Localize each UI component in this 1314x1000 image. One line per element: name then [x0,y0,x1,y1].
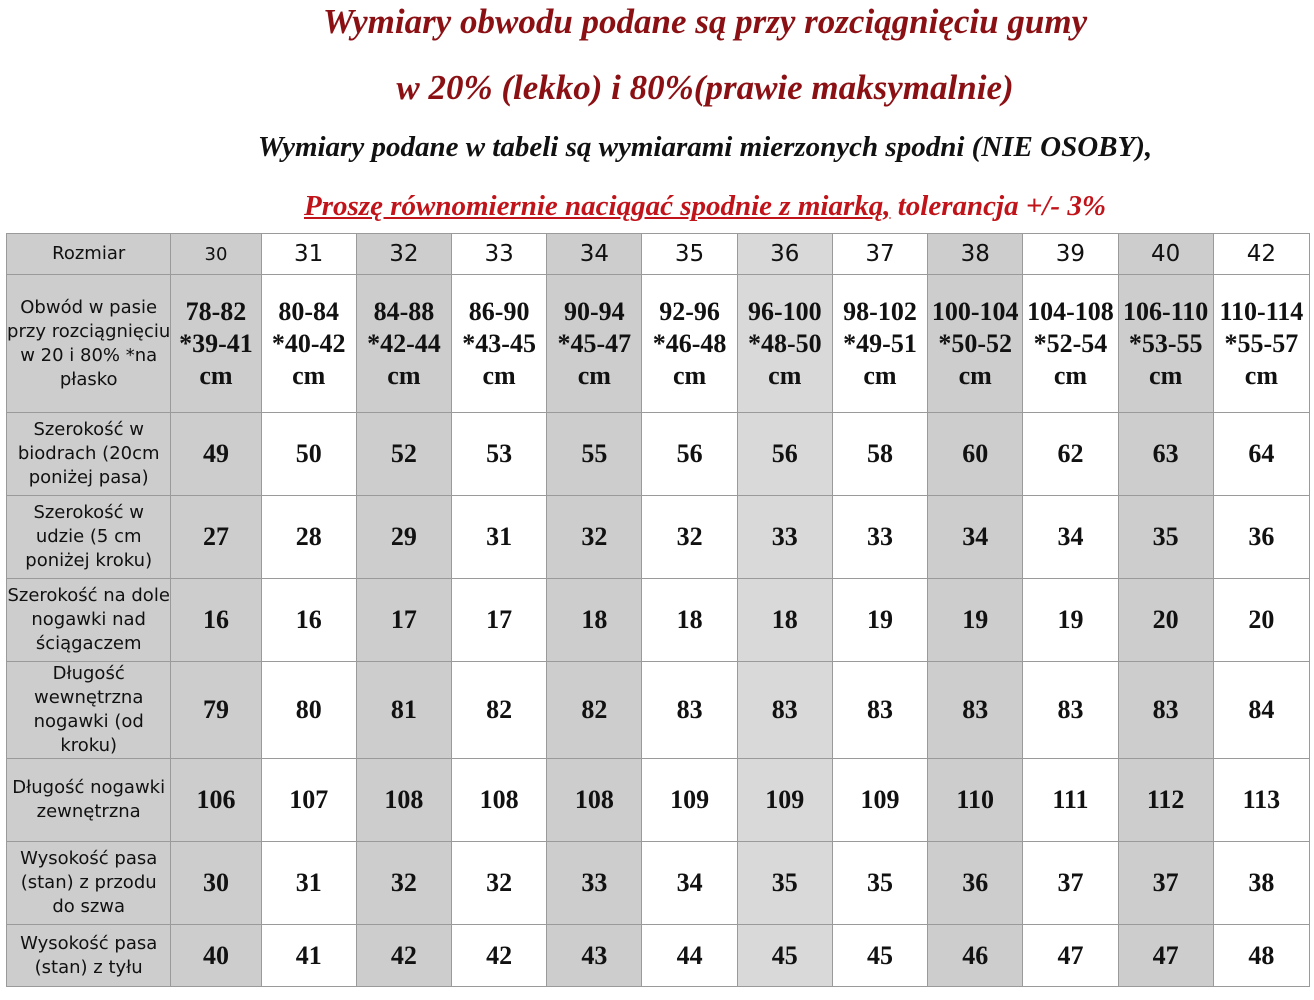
value-cell: 109 [642,759,737,842]
value-cell: 43 [547,925,642,987]
value-cell: 18 [547,579,642,662]
value-cell: 80-84 *40-42 cm [261,275,356,413]
value-cell: 36 [1213,496,1309,579]
value-cell: 82 [452,662,547,759]
value-cell: 35 [737,842,832,925]
value-cell: 45 [737,925,832,987]
value-cell: 84 [1213,662,1309,759]
value-cell: 18 [737,579,832,662]
value-cell: 53 [452,413,547,496]
row-label-cell: Wysokość pasa (stan) z tyłu [7,925,171,987]
value-cell: 58 [832,413,927,496]
value-cell: 28 [261,496,356,579]
size-header-cell: 31 [261,234,356,275]
title-line-3: Wymiary podane w tabeli są wymiarami mierzonych spodni (NIE OSOBY), [257,131,1153,163]
value-cell: 20 [1118,579,1213,662]
value-cell: 17 [452,579,547,662]
value-cell: 56 [737,413,832,496]
value-cell: 109 [832,759,927,842]
value-cell: 45 [832,925,927,987]
table-row [7,275,1310,413]
value-cell: 49 [171,413,261,496]
table-row [7,662,1310,759]
value-cell: 81 [356,662,451,759]
value-cell: 62 [1023,413,1118,496]
value-cell: 109 [737,759,832,842]
value-cell: 108 [547,759,642,842]
value-cell: 30 [171,842,261,925]
value-cell: 90-94 *45-47 cm [547,275,642,413]
title-line-1: Wymiary obwodu podane są przy rozciągnięciu gumy [322,2,1088,41]
size-chart-table [6,233,1310,987]
value-cell: 31 [261,842,356,925]
value-cell: 35 [1118,496,1213,579]
value-cell: 83 [1118,662,1213,759]
table-row [7,496,1310,579]
size-header-cell: 37 [832,234,927,275]
row-label-cell: Długość nogawki zewnętrzna [7,759,171,842]
value-cell: 33 [737,496,832,579]
value-cell: 33 [832,496,927,579]
value-cell: 29 [356,496,451,579]
title-line-2: w 20% (lekko) i 80%(prawie maksymalnie) [396,68,1014,107]
value-cell: 16 [171,579,261,662]
value-cell: 33 [547,842,642,925]
value-cell: 92-96 *46-48 cm [642,275,737,413]
size-header-cell: 34 [547,234,642,275]
value-cell: 37 [1023,842,1118,925]
value-cell: 112 [1118,759,1213,842]
value-cell: 47 [1118,925,1213,987]
value-cell: 42 [356,925,451,987]
row-label-cell: Obwód w pasie przy rozciągnięciu w 20 i 80% *na płasko [7,275,171,413]
table-row [7,925,1310,987]
value-cell: 63 [1118,413,1213,496]
row-label-cell: Wysokość pasa (stan) z przodu do szwa [7,842,171,925]
table-row [7,842,1310,925]
value-cell: 36 [928,842,1023,925]
value-cell: 27 [171,496,261,579]
value-cell: 82 [547,662,642,759]
value-cell: 32 [642,496,737,579]
value-cell: 83 [642,662,737,759]
value-cell: 86-90 *43-45 cm [452,275,547,413]
value-cell: 96-100 *48-50 cm [737,275,832,413]
value-cell: 19 [928,579,1023,662]
table-row [7,759,1310,842]
value-cell: 44 [642,925,737,987]
value-cell: 55 [547,413,642,496]
value-cell: 41 [261,925,356,987]
value-cell: 56 [642,413,737,496]
row-label-cell: Szerokość na dole nogawki nad ściągaczem [7,579,171,662]
row-label-cell: Szerokość w biodrach (20cm poniżej pasa) [7,413,171,496]
row-label-cell: Długość wewnętrzna nogawki (od kroku) [7,662,171,759]
size-header-cell: 35 [642,234,737,275]
value-cell: 18 [642,579,737,662]
size-header-cell: 39 [1023,234,1118,275]
value-cell: 35 [832,842,927,925]
value-cell: 100-104 *50-52 cm [928,275,1023,413]
value-cell: 104-108 *52-54 cm [1023,275,1118,413]
value-cell: 113 [1213,759,1309,842]
size-header-cell: 33 [452,234,547,275]
table-row [7,413,1310,496]
value-cell: 47 [1023,925,1118,987]
value-cell: 84-88 *42-44 cm [356,275,451,413]
value-cell: 50 [261,413,356,496]
value-cell: 19 [1023,579,1118,662]
value-cell: 19 [832,579,927,662]
value-cell: 38 [1213,842,1309,925]
value-cell: 98-102 *49-51 cm [832,275,927,413]
value-cell: 78-82 *39-41 cm [171,275,261,413]
value-cell: 110 [928,759,1023,842]
value-cell: 31 [452,496,547,579]
value-cell: 32 [452,842,547,925]
value-cell: 16 [261,579,356,662]
value-cell: 42 [452,925,547,987]
size-header-cell: 30 [171,234,261,275]
value-cell: 106-110 *53-55 cm [1118,275,1213,413]
value-cell: 64 [1213,413,1309,496]
value-cell: 34 [1023,496,1118,579]
value-cell: 40 [171,925,261,987]
table-row [7,579,1310,662]
size-header-cell: 38 [928,234,1023,275]
size-header-cell: 32 [356,234,451,275]
value-cell: 60 [928,413,1023,496]
value-cell: 83 [737,662,832,759]
value-cell: 32 [356,842,451,925]
value-cell: 20 [1213,579,1309,662]
value-cell: 83 [1023,662,1118,759]
value-cell: 17 [356,579,451,662]
value-cell: 111 [1023,759,1118,842]
value-cell: 34 [928,496,1023,579]
notice-line [0,190,1314,223]
size-header-cell: 36 [737,234,832,275]
table-header-row [7,234,1310,275]
value-cell: 34 [642,842,737,925]
notice-underlined: Proszę równomiernie naciągać spodnie z miarką, [304,190,891,222]
value-cell: 52 [356,413,451,496]
row-label-cell: Szerokość w udzie (5 cm poniżej kroku) [7,496,171,579]
value-cell: 46 [928,925,1023,987]
value-cell: 48 [1213,925,1309,987]
value-cell: 108 [356,759,451,842]
value-cell: 32 [547,496,642,579]
value-cell: 80 [261,662,356,759]
size-header-cell: 42 [1213,234,1309,275]
size-header-cell: 40 [1118,234,1213,275]
value-cell: 108 [452,759,547,842]
notice-tolerance: tolerancja +/- 3% [890,190,1106,222]
value-cell: 37 [1118,842,1213,925]
value-cell: 107 [261,759,356,842]
value-cell: 83 [832,662,927,759]
value-cell: 83 [928,662,1023,759]
value-cell: 106 [171,759,261,842]
value-cell: 79 [171,662,261,759]
value-cell: 110-114 *55-57 cm [1213,275,1309,413]
header-label-cell: Rozmiar [7,234,171,275]
